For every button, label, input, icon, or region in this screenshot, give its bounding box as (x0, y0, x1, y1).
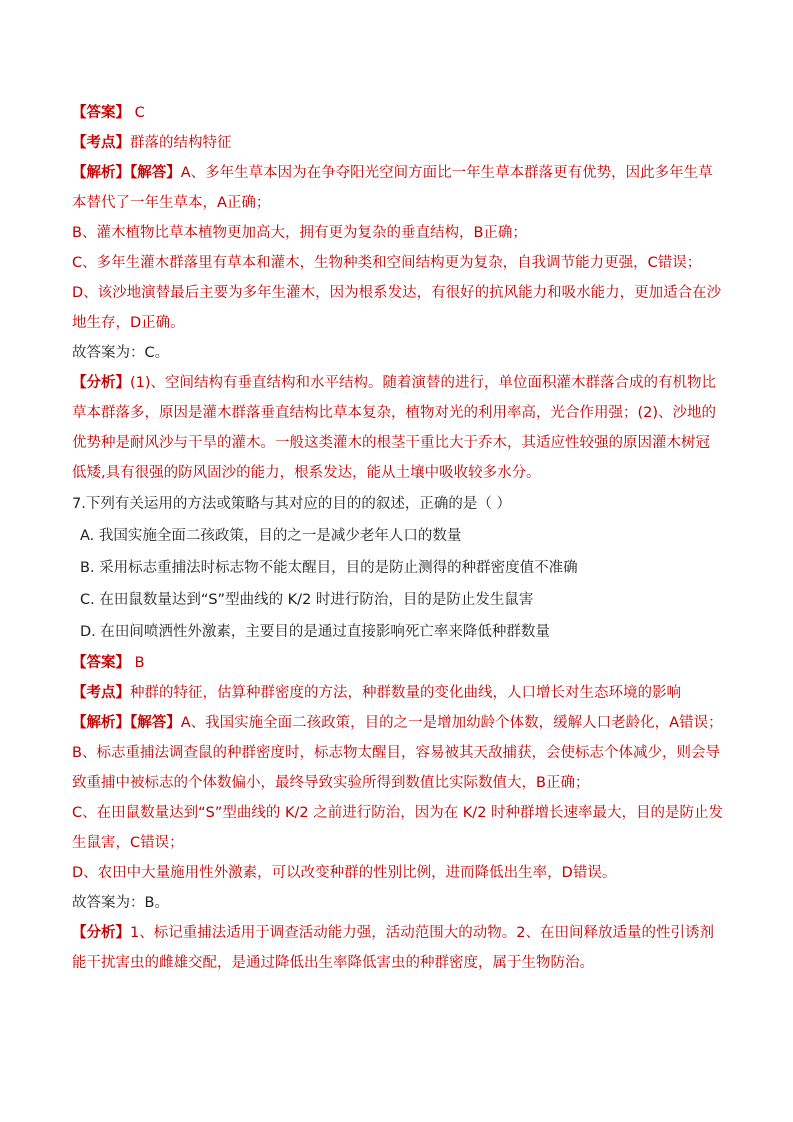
answer-label: 【答案】 (72, 655, 130, 671)
answer-value: B (134, 655, 145, 671)
q7-option-a: A. 我国实施全面二孩政策，目的之一是减少老年人口的数量 (80, 528, 462, 544)
q7-fenxi (72, 918, 724, 978)
q6-kaodian (72, 128, 724, 158)
answer-value: C (134, 105, 145, 121)
fenxi-label: 【分析】 (72, 375, 130, 391)
q7-question: 7.下列有关运用的方法或策略与其对应的目的的叙述，正确的是（ ） (72, 496, 511, 512)
q7-option-c: C. 在田鼠数量达到“S”型曲线的 K/2 时进行防治，目的是防止发生鼠害 (80, 592, 534, 608)
q7-jiexi-d: D、农田中大量施用性外激素，可以改变种群的性别比例，进而降低出生率，D错误。 (72, 865, 617, 881)
q6-answer (72, 98, 724, 128)
q7-jiexi-b: B、标志重捕法调查鼠的种群密度时，标志物太醒目，容易被其天敌捕获，会使标志个体减少，则会导致重捕中被标志的个体数偏小，最终导致实验所得到数值比实际数值大，B正确； (72, 745, 720, 791)
q6-jiexi-d: D、该沙地演替最后主要为多年生灌木，因为根系发达，有很好的抗风能力和吸水能力，更加适合在沙地生存，D正确。 (72, 285, 722, 331)
document-page (72, 98, 724, 978)
jiexi-label: 【解析】【解答】 (72, 165, 181, 181)
q7-jiexi-c: C、在田鼠数量达到“S”型曲线的 K/2 之前进行防治，因为在 K/2 时种群增长速率最大，目的是防止发生鼠害，C错误； (72, 805, 724, 851)
q7-option-b: B. 采用标志重捕法时标志物不能太醒目，目的是防止测得的种群密度值不准确 (80, 560, 578, 576)
q7-jiexi-a (72, 708, 724, 738)
q7-option-d: D. 在田间喷洒性外激素，主要目的是通过直接影响死亡率来降低种群数量 (80, 624, 550, 640)
q6-fenxi (72, 368, 724, 488)
fenxi-text: (1)、空间结构有垂直结构和水平结构。随着演替的进行，单位面积灌木群落合成的有机物比草本群落多，原因是灌木群落垂直结构比草本复杂，植物对光的利用率高，光合作用强；(2)、沙地的优势种是耐风沙与干旱的灌木。一般这类灌木的根茎干重比大于乔木，其适应性较强的原因灌木树冠低矮,具有很强的防风固沙的能力，根系发达，能从土壤中吸收较多水分。 (72, 375, 717, 481)
answer-label: 【答案】 (72, 105, 130, 121)
jiexi-a-text: A、多年生草本因为在争夺阳光空间方面比一年生草本群落更有优势，因此多年生草本替代了一年生草本，A正确； (72, 165, 713, 211)
q6-jiexi-a (72, 158, 724, 218)
q7-kaodian (72, 678, 724, 708)
q6-final-answer: 故答案为：C。 (72, 345, 170, 361)
jiexi-a-text: A、我国实施全面二孩政策，目的之一是增加幼龄个体数，缓解人口老龄化，A错误； (180, 715, 723, 731)
jiexi-label: 【解析】【解答】 (72, 715, 181, 731)
kaodian-label: 【考点】 (72, 135, 130, 151)
q7-final-answer: 故答案为：B。 (72, 895, 169, 911)
q6-jiexi-b: B、灌木植物比草本植物更加高大，拥有更为复杂的垂直结构，B正确； (72, 225, 527, 241)
fenxi-text: 1、标记重捕法适用于调查活动能力强，活动范围大的动物。2、在田间释放适量的性引诱剂能干扰害虫的雌雄交配，是通过降低出生率降低害虫的种群密度，属于生物防治。 (72, 925, 714, 971)
q7-answer (72, 648, 724, 678)
kaodian-text: 群落的结构特征 (130, 135, 232, 151)
fenxi-label: 【分析】 (72, 925, 130, 941)
kaodian-label: 【考点】 (72, 685, 130, 701)
kaodian-text: 种群的特征，估算种群密度的方法，种群数量的变化曲线，人口增长对生态环境的影响 (130, 685, 681, 701)
q6-jiexi-c: C、多年生灌木群落里有草本和灌木，生物种类和空间结构更为复杂，自我调节能力更强，C错误； (72, 255, 702, 271)
